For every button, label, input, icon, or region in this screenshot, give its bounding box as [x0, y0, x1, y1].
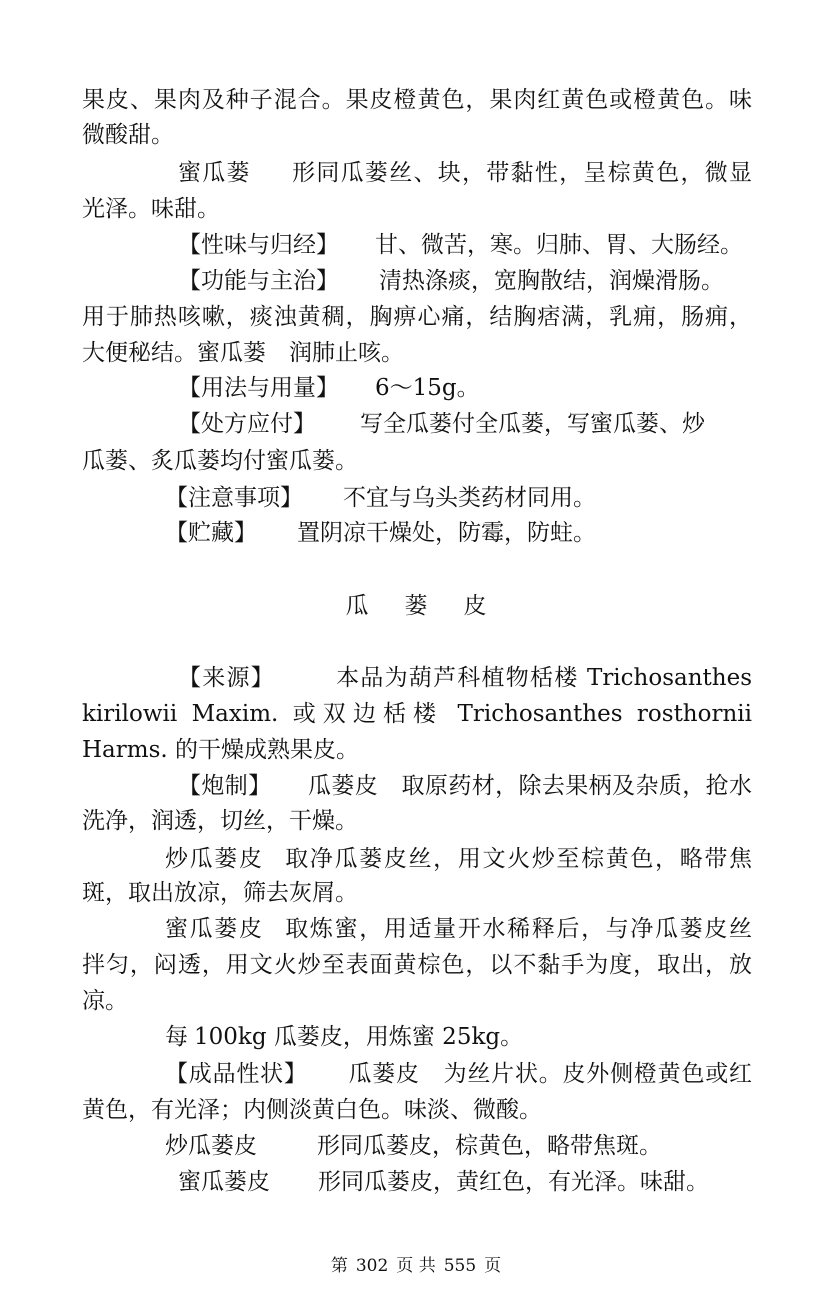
text-line: [165, 515, 752, 551]
footer-prefix: 第: [330, 1256, 348, 1276]
text-line: [178, 406, 752, 442]
line-text: 取净瓜蒌皮丝，用文火炒至棕黄色，略带焦: [283, 846, 752, 872]
line-text: 本品为葫芦科植物栝楼 Trichosanthes: [334, 665, 752, 691]
line-head: 蜜瓜蒌: [178, 160, 251, 186]
text-line: [165, 1019, 752, 1055]
line-head: 【功能与主治】: [178, 268, 339, 294]
line-head: 蜜瓜蒌皮: [165, 916, 264, 942]
text-line: 拌匀，闷透，用文火炒至表面黄棕色，以不黏手为度，取出，放: [82, 952, 752, 978]
text-line: [165, 1056, 752, 1092]
line-head: 【贮藏】: [165, 520, 257, 546]
page-footer: [0, 1254, 832, 1278]
section-title: 瓜蒌皮: [345, 593, 523, 619]
text-line: [178, 370, 752, 406]
line-text: 置阴凉干燥处，防霉，防蛀。: [297, 520, 596, 546]
text-line: kirilowii Maxim. 或双边栝楼 Trichosanthes rosthornii: [82, 701, 752, 727]
line-head: 【用法与用量】: [178, 375, 339, 401]
line-head: 【注意事项】: [165, 485, 303, 511]
line-text: 瓜蒌皮 为丝片状。皮外侧橙黄色或红: [347, 1061, 752, 1087]
line-head: 【性味与归经】: [178, 232, 339, 258]
text-line: [178, 263, 752, 299]
line-head: 【处方应付】: [178, 411, 316, 437]
line-text: 取炼蜜，用适量开水稀释后，与净瓜蒌皮丝: [283, 916, 752, 942]
line-head: 每: [165, 1024, 188, 1050]
page-number: 302: [355, 1256, 389, 1276]
text-line: 用于肺热咳嗽，痰浊黄稠，胸痹心痛，结胸痞满，乳痈，肠痈，: [82, 304, 752, 330]
text-line: [165, 1128, 752, 1164]
footer-suffix: 页: [484, 1256, 502, 1276]
text-line: [165, 480, 752, 516]
line-head: 蜜瓜蒌皮: [178, 1169, 270, 1195]
line-head: 炒瓜蒌皮: [165, 846, 264, 872]
line-text: 写全瓜蒌付全瓜蒌，写蜜瓜蒌、炒: [360, 411, 705, 437]
line-text: 瓜蒌皮 取原药材，除去果柄及杂质，抢水: [307, 773, 752, 799]
text-line: 微酸甜。: [82, 122, 174, 148]
text-line: 瓜蒌、炙瓜蒌均付蜜瓜蒌。: [82, 448, 358, 474]
line-head: 【炮制】: [178, 773, 272, 799]
line-text: 甘、微苦，寒。归肺、胃、大肠经。: [375, 232, 743, 258]
text-line: Harms. 的干燥成熟果皮。: [82, 737, 359, 763]
text-line: [165, 911, 752, 947]
line-text: 形同瓜蒌皮，棕黄色，略带焦斑。: [317, 1133, 662, 1159]
text-line: 凉。: [82, 988, 128, 1014]
text-line: [178, 660, 752, 696]
text-line: [178, 768, 752, 804]
footer-mid: 页 共: [396, 1256, 436, 1276]
text-line: 大便秘结。蜜瓜蒌 润肺止咳。: [82, 340, 404, 366]
text-line: 黄色，有光泽；内侧淡黄白色。味淡、微酸。: [82, 1097, 542, 1123]
text-line: [178, 155, 752, 191]
text-line: 果皮、果肉及种子混合。果皮橙黄色，果肉红黄色或橙黄色。味: [82, 87, 752, 113]
text-line: 斑，取出放凉，筛去灰屑。: [82, 880, 358, 906]
text-line: 光泽。味甜。: [82, 196, 220, 222]
line-text: 6～15g。: [375, 375, 480, 401]
text-line: 洗净，润透，切丝，干燥。: [82, 808, 358, 834]
text-line: [165, 841, 752, 877]
total-pages: 555: [443, 1256, 477, 1276]
line-text: 不宜与乌头类药材同用。: [343, 485, 596, 511]
text-line: [178, 1164, 752, 1200]
line-head: 【来源】: [178, 665, 275, 691]
line-text: 100kg 瓜蒌皮，用炼蜜 25kg。: [194, 1024, 524, 1050]
line-head: 炒瓜蒌皮: [165, 1133, 257, 1159]
text-line: [178, 227, 752, 263]
line-head: 【成品性状】: [165, 1061, 308, 1087]
line-text: 清热涤痰，宽胸散结，润燥滑肠。: [379, 268, 724, 294]
line-text: 形同瓜蒌皮，黄红色，有光泽。味甜。: [318, 1169, 709, 1195]
line-text: 形同瓜蒌丝、块，带黏性，呈棕黄色，微显: [290, 160, 752, 186]
